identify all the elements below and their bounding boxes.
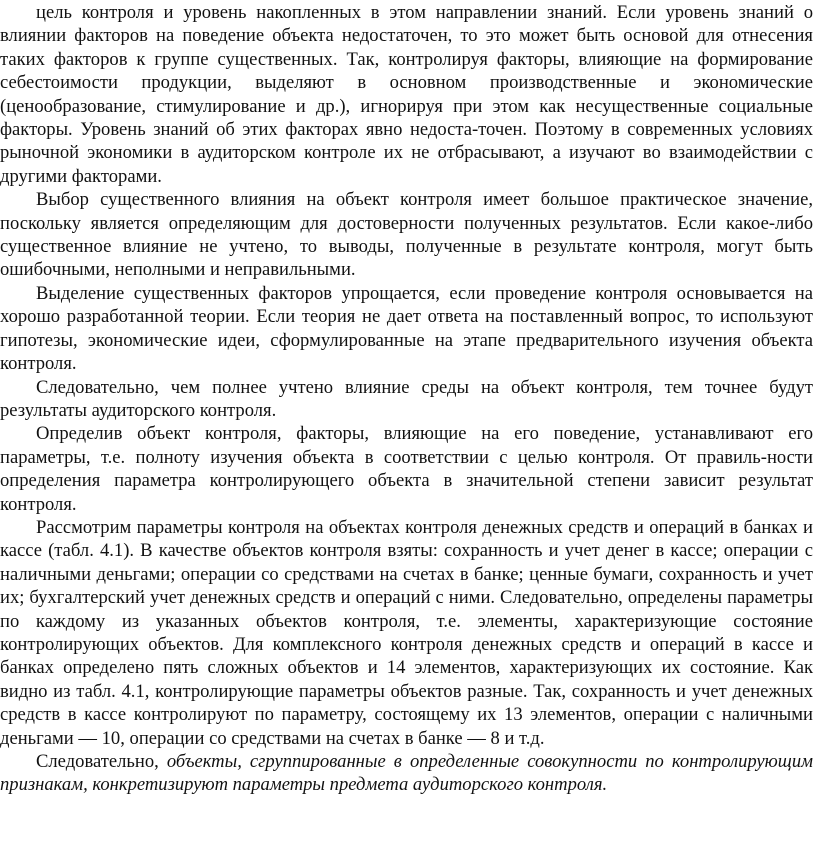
paragraph-7	[0, 750, 813, 797]
paragraph-2: Выбор существенного влияния на объект контроля имеет большое практическое значение, поскольку является определяющим для достоверности полученных результатов. Если какое-либо существенное влияние не учтено, то выводы, полученные в результате контроля, могут быть ошибочными, неполными и неправильными.	[0, 189, 813, 281]
paragraph-6: Рассмотрим параметры контроля на объектах контроля денежных средств и операций в банках и кассе (табл. 4.1). В качестве объектов контроля взяты: сохранность и учет денег в кассе; операции с наличными деньгами; операции со средствами на счетах в банке; ценные бумаги, сохранность и учет их; бухгалтерский учет денежных средств и операций с ними. Следовательно, определены параметры по каждому из указанных объектов контроля, т.е. элементы, характеризующие состояние контролирующих объектов. Для комплексного контроля денежных средств и операций в кассе и банках определено пять сложных объектов и 14 элементов, характеризующих их состояние. Как видно из табл. 4.1, контролирующие параметры объектов разные. Так, сохранность и учет денежных средств в кассе контролируют по параметру, состоящему их 13 элементов, операции с наличными деньгами — 10, операции со средствами на счетах в банке — 8 и т.д.	[0, 516, 813, 749]
paragraph-7-lead: Следовательно,	[36, 751, 159, 772]
paragraph-3: Выделение существенных факторов упрощается, если проведение контроля основывается на хорошо разработанной теории. Если теория не дает ответа на поставленный вопрос, то используют гипотезы, экономические идеи, сформулированные на этапе предварительного изучения объекта контроля.	[0, 282, 813, 375]
paragraph-7-emphasis: объекты, сгруппированные в определенные совокупности по контролирующим признакам, конкретизируют параметры предмета аудиторского контроля.	[0, 751, 813, 796]
paragraph-4: Следовательно, чем полнее учтено влияние среды на объект контроля, тем точнее будут результаты аудиторского контроля.	[0, 376, 813, 421]
paragraph-1: цель контроля и уровень накопленных в этом направлении знаний. Если уровень знаний о влиянии факторов на поведение объекта недостаточен, то это может быть основой для отнесения таких факторов к группе существенных. Так, контролируя факторы, влияющие на формирование себестоимости продукции, выделяют в основном производственные и экономические (ценообразование, стимулирование и др.), игнорируя при этом как несущественные социальные факторы. Уровень знаний об этих факторах явно недоста-точен. Поэтому в современных условиях рыночной экономики в аудиторском контроле их не отбрасывают, а изучают во взаимодействии с другими факторами.	[0, 2, 813, 187]
paragraph-5: Определив объект контроля, факторы, влияющие на его поведение, устанавливают его параметры, т.е. полноту изучения объекта в соответствии с целью контроля. От правиль-ности определения параметра контролирующего объекта в значительной степени зависит результат контроля.	[0, 423, 813, 515]
